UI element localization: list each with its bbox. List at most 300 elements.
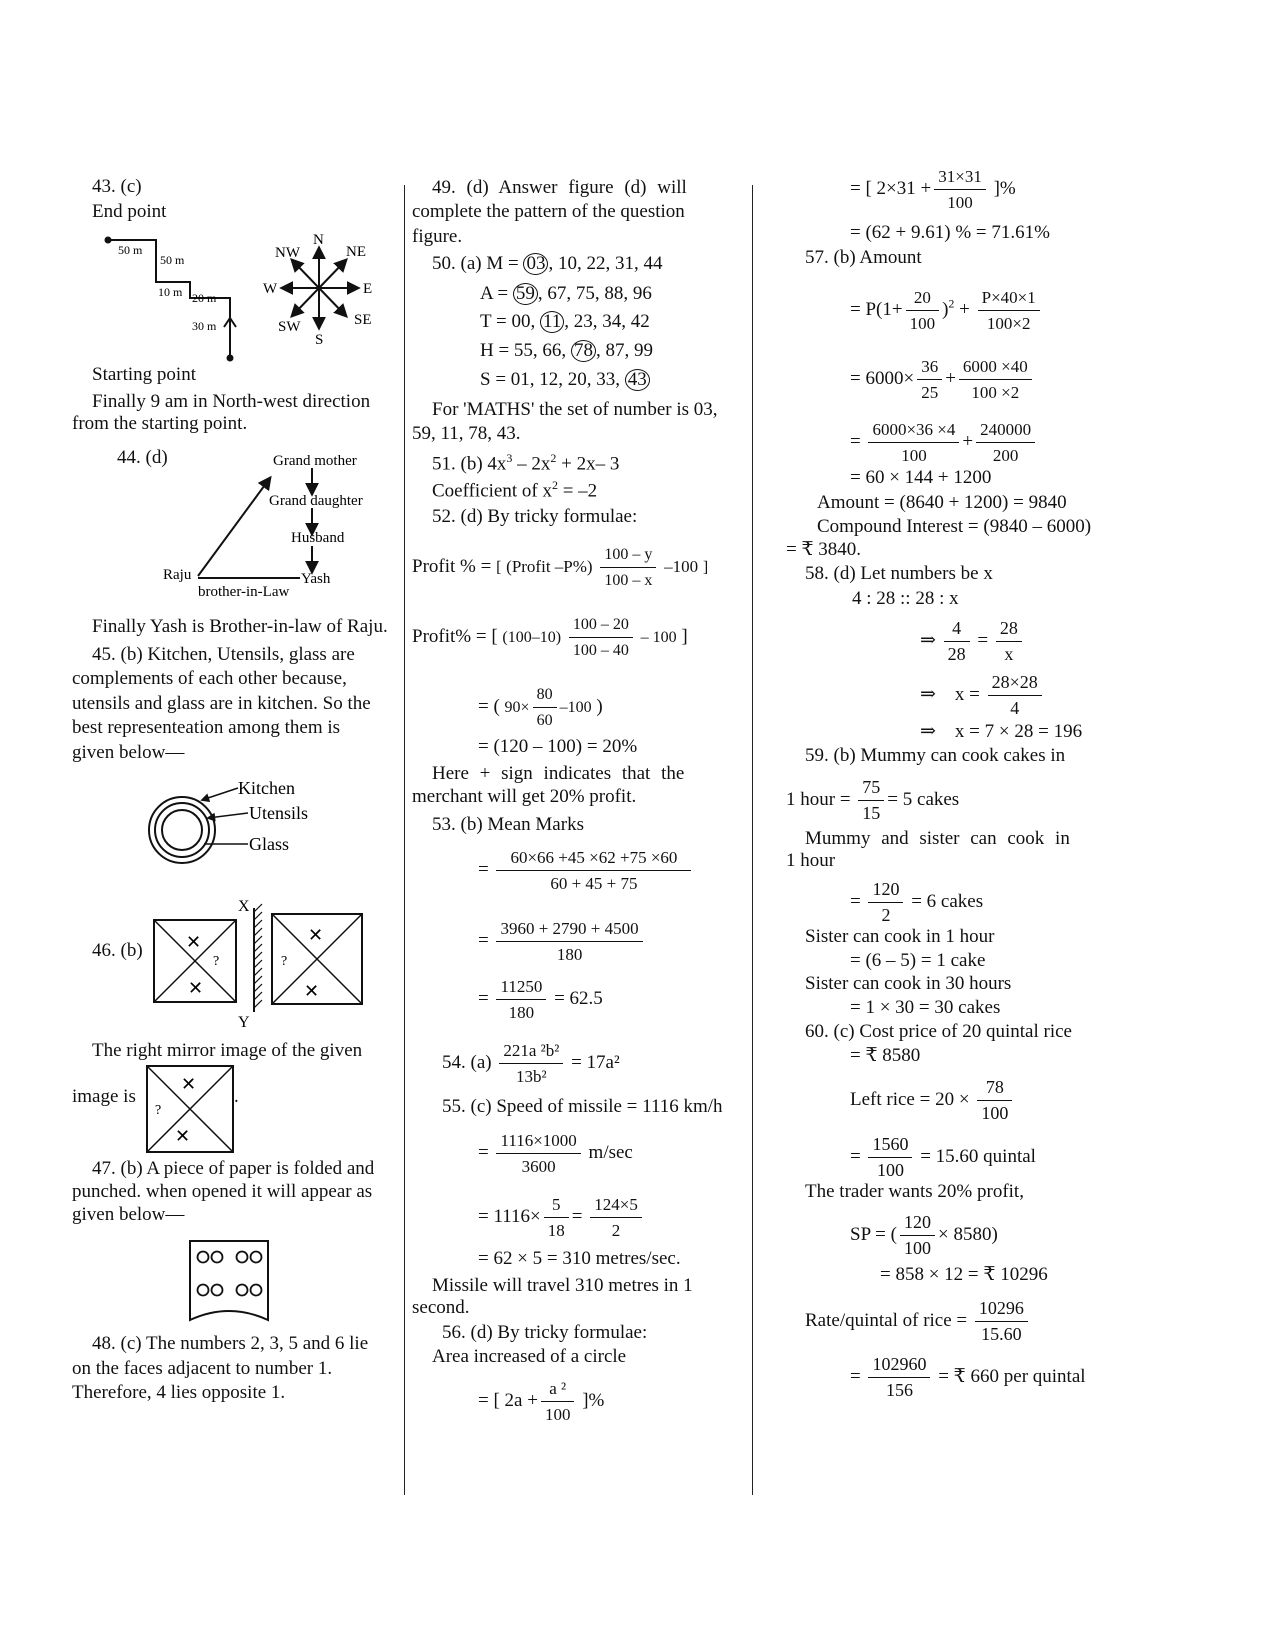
- q52-heading: 52. (d) By tricky formulae:: [432, 506, 638, 527]
- fraction-den: 15.60: [981, 1324, 1022, 1344]
- q59-both-line1: Mummy and sister can cook in: [805, 828, 1070, 849]
- fraction: [499, 1038, 563, 1089]
- venn-glass: Glass: [249, 834, 289, 854]
- fraction-num: 120: [900, 1210, 935, 1236]
- formula-result: = 5 cakes: [887, 788, 960, 810]
- fraction-den: 100 – 40: [572, 642, 629, 659]
- mirror-answer-figure: [145, 1064, 237, 1154]
- q60-left-rice: [850, 1075, 1015, 1126]
- q50-maths-line2: 59, 11, 78, 43.: [412, 423, 521, 444]
- fraction-num: 11250: [496, 974, 546, 1000]
- formula-term: 1 hour =: [786, 788, 851, 810]
- q60-formula2: [850, 1132, 1036, 1183]
- bracket-open: [: [865, 177, 872, 199]
- fraction: [900, 1210, 935, 1261]
- family-raju: Raju: [163, 567, 192, 583]
- q50-m-post: , 10, 22, 31, 44: [548, 253, 663, 274]
- fraction-den: 100: [544, 1405, 571, 1424]
- formula-result: = 62.5: [554, 987, 603, 1009]
- fraction: [868, 417, 959, 468]
- formula-result: = 15.60 quintal: [920, 1145, 1036, 1167]
- q47-line3: given below—: [72, 1204, 185, 1225]
- fraction: [988, 670, 1042, 721]
- bracket-close: ]: [702, 558, 709, 576]
- fraction-num: 80: [533, 682, 557, 708]
- percent-sign: %: [588, 1389, 605, 1411]
- formula-term: 1+: [882, 298, 903, 320]
- plus-sign: +: [945, 367, 956, 389]
- circled-number: 11: [540, 311, 564, 333]
- equals: =: [850, 177, 861, 199]
- q55-note2: second.: [412, 1297, 470, 1318]
- q46-text: The right mirror image of the given: [92, 1040, 363, 1061]
- question-mark: ?: [213, 954, 220, 969]
- formula-term: 2×31 +: [876, 177, 932, 199]
- q57-formula1: [850, 285, 1043, 336]
- fraction-den: 25: [921, 383, 939, 402]
- q44-answer: Finally Yash is Brother-in-law of Raju.: [92, 616, 388, 637]
- fraction: [868, 1352, 930, 1403]
- compass-s: S: [315, 332, 324, 348]
- paren-close: ): [596, 695, 603, 717]
- q59-both-line2: 1 hour: [786, 850, 836, 871]
- equals: =: [478, 1389, 489, 1411]
- fraction-den: 15: [862, 803, 881, 823]
- question-mark: ?: [155, 1103, 162, 1118]
- q52-note1: Here + sign indicates that the: [432, 763, 685, 784]
- q60-profit: The trader wants 20% profit,: [805, 1181, 1024, 1202]
- equals: =: [850, 890, 861, 912]
- formula-term: 2a +: [504, 1389, 538, 1411]
- fraction-den: 100: [901, 446, 927, 465]
- circled-number: 03: [523, 253, 548, 275]
- fraction-den: 156: [885, 1380, 913, 1400]
- q60-sp-result: = 858 × 12 = ₹ 10296: [880, 1264, 1048, 1285]
- q50-t-pre: T = 00,: [480, 311, 536, 332]
- mirror-y-label: Y: [238, 1014, 250, 1031]
- fraction-num: 120: [868, 877, 903, 903]
- fraction: [496, 845, 691, 896]
- q55-formula2: [478, 1192, 645, 1243]
- formula-term: –100: [559, 698, 592, 716]
- q53-heading: 53. (b) Mean Marks: [432, 814, 584, 835]
- cross-mark: ✕: [175, 1126, 191, 1146]
- fraction-den: 28: [947, 644, 966, 664]
- fraction-num: 240000: [976, 417, 1035, 443]
- fraction-num: 28×28: [988, 670, 1042, 696]
- q57-heading: 57. (b) Amount: [805, 247, 922, 268]
- fraction-den: 100×2: [986, 314, 1031, 333]
- q51-coef-pre: Coefficient of x: [432, 480, 552, 502]
- family-brother-in-law: brother-in-Law: [198, 584, 290, 600]
- formula-result: x = 7 × 28 = 196: [954, 721, 1083, 742]
- exponent: 3: [506, 451, 513, 465]
- q57-formula4: = 60 × 144 + 1200: [850, 467, 992, 488]
- q60-cost-price: = ₹ 8580: [850, 1045, 921, 1066]
- q45-line1: 45. (b) Kitchen, Utensils, glass are: [92, 644, 355, 665]
- venn-kitchen: Kitchen: [238, 778, 295, 798]
- q59-heading: 59. (b) Mummy can cook cakes in: [805, 745, 1066, 766]
- fraction: [533, 682, 557, 733]
- formula-term: 90×: [504, 698, 530, 716]
- fraction-den: 13b²: [516, 1067, 547, 1086]
- q49-line3: figure.: [412, 226, 463, 247]
- fraction-num: 221a ²b²: [499, 1038, 563, 1064]
- implies-arrow: ⇒: [920, 721, 936, 742]
- equals: =: [850, 1365, 861, 1387]
- q47-line2: punched. when opened it will appear as: [72, 1181, 373, 1202]
- fraction: [906, 285, 940, 336]
- equals: =: [850, 1145, 861, 1167]
- compass-e: E: [363, 281, 373, 297]
- q59-sister-1h: Sister can cook in 1 hour: [805, 926, 995, 947]
- q53-formula2: [478, 916, 646, 967]
- q51-post: + 2x– 3: [556, 453, 620, 475]
- q50-h-post: , 87, 99: [595, 340, 653, 361]
- compass-se: SE: [354, 312, 372, 328]
- fraction-num: 6000×36 ×4: [868, 417, 959, 443]
- q52-formula2: [412, 612, 688, 663]
- q46-heading: 46. (b): [92, 940, 143, 961]
- implies-arrow: ⇒: [920, 629, 936, 651]
- fraction-num: a ²: [541, 1376, 575, 1402]
- venn-diagram: [140, 770, 340, 880]
- fraction: [590, 1192, 642, 1243]
- q46-image-is: image is: [72, 1086, 136, 1107]
- q50-s-pre: S = 01, 12, 20, 33,: [480, 369, 621, 390]
- fraction-num: 10296: [975, 1296, 1028, 1322]
- formula-result: = ₹ 660 per quintal: [938, 1365, 1086, 1387]
- seg-label-5: 30 m: [192, 319, 217, 333]
- q52-note2: merchant will get 20% profit.: [412, 786, 637, 807]
- paren-open: (: [890, 1223, 897, 1245]
- unit-label: m/sec: [588, 1141, 633, 1163]
- percent-sign: %: [999, 177, 1016, 199]
- q53-formula3: [478, 974, 603, 1025]
- fraction-num: 102960: [868, 1352, 930, 1378]
- fraction: [496, 974, 546, 1025]
- q59-formula1: [786, 775, 959, 826]
- q58-heading: 58. (d) Let numbers be x: [805, 563, 993, 584]
- q52-formula1: [412, 542, 708, 593]
- equals: =: [478, 1141, 489, 1163]
- q59-sister-30h: Sister can cook in 30 hours: [805, 973, 1012, 994]
- fraction-num: 1116×1000: [496, 1128, 580, 1154]
- bracket-close: ]: [681, 625, 688, 647]
- formula-term: × 8580: [937, 1223, 992, 1245]
- fraction-num: 31×31: [934, 164, 986, 190]
- q56-formula3: = (62 + 9.61) % = 71.61%: [850, 222, 1050, 243]
- formula-term: –100: [664, 556, 699, 576]
- fraction-num: 3960 + 2790 + 4500: [496, 916, 642, 942]
- family-tree-diagram: [160, 448, 400, 603]
- paren-open: (: [493, 695, 500, 717]
- q51-line: [432, 451, 619, 475]
- bracket-open: [: [496, 558, 502, 576]
- q43-answer-line1: Finally 9 am in North-west direction: [92, 391, 371, 412]
- punched-paper-figure: [187, 1238, 273, 1326]
- q49-line2: complete the pattern of the question: [412, 201, 685, 222]
- exponent: 2: [948, 296, 955, 311]
- fraction-num: 28: [996, 616, 1022, 642]
- plus-sign: +: [959, 298, 970, 320]
- fraction-num: 124×5: [590, 1192, 642, 1218]
- q60-heading: 60. (c) Cost price of 20 quintal rice: [805, 1021, 1072, 1042]
- fraction: [996, 616, 1022, 667]
- formula-term: (Profit –P%): [506, 556, 593, 576]
- formula-term: = 6000×: [850, 367, 915, 389]
- fraction-num: 100 – y: [600, 542, 656, 568]
- fraction: [496, 1128, 580, 1179]
- fraction: [868, 877, 903, 928]
- formula-term: Left rice = 20 ×: [850, 1088, 970, 1110]
- q50-a-post: , 67, 75, 88, 96: [537, 283, 652, 304]
- fraction-den: 180: [508, 1003, 535, 1022]
- fraction-num: 6000 ×40: [959, 354, 1032, 380]
- fraction-den: 60 + 45 + 75: [550, 874, 638, 893]
- q56-formula1: [478, 1376, 604, 1427]
- fraction: [541, 1376, 575, 1427]
- q58-step3: [920, 720, 1082, 743]
- fraction-den: 4: [1010, 698, 1020, 718]
- fraction: [600, 542, 656, 593]
- equals: =: [977, 629, 989, 651]
- fraction: [858, 775, 884, 826]
- circled-number: 43: [625, 369, 650, 391]
- question-mark: ?: [281, 954, 288, 969]
- q58-ratio: 4 : 28 :: 28 : x: [852, 588, 959, 609]
- bracket-close: ]: [993, 177, 1000, 199]
- q43-answer-line2: from the starting point.: [72, 413, 248, 434]
- formula-lhs: Profit % =: [412, 555, 492, 577]
- fraction-num: 5: [544, 1192, 569, 1218]
- fraction: [976, 417, 1035, 468]
- compass-ne: NE: [346, 244, 366, 260]
- q50-h-pre: H = 55, 66,: [480, 340, 567, 361]
- q43-heading: 43. (c): [92, 176, 142, 197]
- q57-formula2: [850, 354, 1035, 405]
- implies-arrow: ⇒: [920, 683, 936, 705]
- venn-utensils: Utensils: [249, 803, 309, 823]
- formula-lhs: Profit% =: [412, 625, 487, 647]
- q59-sister-30h-result: = 1 × 30 = 30 cakes: [850, 997, 1001, 1018]
- compass-nw: NW: [275, 245, 300, 261]
- q51-mid: – 2x: [512, 453, 551, 475]
- q43-end-point: End point: [92, 201, 167, 222]
- formula-term: (100–10): [502, 628, 562, 646]
- compass-diagram: [262, 226, 392, 350]
- fraction-num: 36: [917, 354, 942, 380]
- q60-rate: [805, 1296, 1031, 1347]
- paren-close: ): [942, 298, 949, 320]
- q50-m-line: [432, 253, 662, 275]
- q43-starting-point: Starting point: [92, 364, 196, 385]
- column-divider-1: [404, 185, 405, 1495]
- fraction-den: 100: [947, 193, 973, 212]
- q50-h-line: [480, 340, 653, 362]
- fraction-den: 200: [992, 446, 1019, 465]
- formula-term: x =: [954, 683, 980, 705]
- formula-term: = 1116×: [478, 1205, 541, 1227]
- q57-amount: Amount = (8640 + 1200) = 9840: [817, 492, 1067, 513]
- q55-formula1: [478, 1128, 633, 1179]
- fraction-den: 2: [881, 905, 891, 925]
- q57-formula3: [850, 417, 1038, 468]
- q53-formula1: [478, 845, 694, 896]
- seg-label-1: 50 m: [118, 243, 143, 257]
- mirror-diagram: [150, 894, 370, 1034]
- equals: =: [478, 987, 489, 1009]
- fraction-den: x: [1004, 644, 1014, 664]
- q48-line3: Therefore, 4 lies opposite 1.: [72, 1382, 286, 1403]
- circled-number: 78: [571, 340, 596, 362]
- fraction-den: 100 – x: [604, 572, 653, 589]
- fraction-num: 4: [944, 616, 970, 642]
- q49-line1: 49. (d) Answer figure (d) will: [432, 177, 687, 198]
- q50-a-line: [480, 283, 652, 305]
- fraction: [975, 1296, 1028, 1347]
- fraction-num: 20: [906, 285, 940, 311]
- q48-line1: 48. (c) The numbers 2, 3, 5 and 6 lie: [92, 1333, 369, 1354]
- family-granddaughter: Grand daughter: [269, 493, 363, 509]
- mirror-x-label: X: [238, 898, 250, 915]
- q58-step2: [920, 670, 1045, 721]
- fraction-den: 180: [556, 945, 583, 964]
- fraction: [496, 916, 642, 967]
- q56-heading: 56. (d) By tricky formulae:: [442, 1322, 648, 1343]
- equals: =: [478, 695, 489, 717]
- formula-result: = 6 cakes: [911, 890, 984, 912]
- equals: =: [571, 1205, 583, 1227]
- family-grandmother: Grand mother: [273, 453, 357, 469]
- q55-heading: 55. (c) Speed of missile = 1116 km/h: [442, 1096, 723, 1117]
- bracket-open: [: [493, 1389, 500, 1411]
- q50-t-post: , 23, 34, 42: [564, 311, 650, 332]
- q55-formula3: = 62 × 5 = 310 metres/sec.: [478, 1248, 681, 1269]
- fraction-den: 100: [909, 314, 936, 333]
- compass-w: W: [263, 281, 278, 297]
- fraction-den: 100: [903, 1238, 931, 1258]
- exponent: 2: [551, 478, 558, 492]
- q51-pre: 51. (b) 4x: [432, 453, 507, 475]
- q45-line5: given below—: [72, 742, 185, 763]
- q52-formula3: [478, 682, 603, 733]
- exponent: 2: [550, 451, 557, 465]
- cross-mark: ✕: [186, 932, 202, 952]
- q56-formula2: [850, 164, 1016, 215]
- q59-sister-1h-result: = (6 – 5) = 1 cake: [850, 950, 986, 971]
- equals: =: [478, 858, 489, 880]
- family-yash: Yash: [301, 571, 331, 587]
- compass-n: N: [313, 232, 324, 248]
- fraction-den: 3600: [521, 1157, 556, 1176]
- q57-ci: Compound Interest = (9840 – 6000): [817, 516, 1092, 537]
- q47-line1: 47. (b) A piece of paper is folded and: [92, 1158, 375, 1179]
- fraction: [868, 1132, 912, 1183]
- fraction-num: 78: [977, 1075, 1012, 1101]
- q51-coef-post: = –2: [557, 480, 598, 502]
- compass-sw: SW: [278, 319, 301, 335]
- formula-term: SP =: [850, 1223, 886, 1245]
- fraction: [944, 616, 970, 667]
- fraction-den: 100: [876, 1160, 904, 1180]
- q59-formula2: [850, 877, 983, 928]
- q57-ci-result: = ₹ 3840.: [786, 539, 862, 560]
- q52-formula4: = (120 – 100) = 20%: [478, 736, 638, 757]
- fraction-den: 2: [611, 1221, 621, 1240]
- q50-maths-line1: For 'MATHS' the set of number is 03,: [432, 399, 718, 420]
- fraction: [544, 1192, 569, 1243]
- column-divider-2: [752, 185, 753, 1495]
- formula-term: Rate/quintal of rice =: [805, 1309, 968, 1331]
- q50-t-line: [480, 311, 650, 333]
- plus-sign: +: [962, 430, 974, 452]
- cross-mark: ✕: [181, 1074, 197, 1094]
- fraction: [917, 354, 942, 405]
- formula-term: = P: [850, 298, 877, 320]
- q54-heading: 54. (a): [442, 1051, 492, 1073]
- q60-sp: [850, 1210, 998, 1261]
- equals: =: [478, 929, 489, 951]
- q60-final: [850, 1352, 1086, 1403]
- fraction-den: 18: [547, 1221, 565, 1240]
- cross-mark: ✕: [308, 925, 324, 945]
- q55-note1: Missile will travel 310 metres in 1: [432, 1275, 693, 1296]
- bracket-open: [: [491, 625, 498, 647]
- seg-label-2: 50 m: [160, 253, 185, 267]
- q45-line3: utensils and glass are in kitchen. So the: [72, 693, 371, 714]
- fraction: [978, 285, 1040, 336]
- q45-line4: best representeation among them is: [72, 717, 341, 738]
- circled-number: 59: [513, 283, 538, 305]
- fraction-den: 60: [536, 712, 553, 729]
- q45-line2: complements of each other because,: [72, 668, 347, 689]
- q50-a-pre: A =: [480, 283, 509, 304]
- paren-close: ): [991, 1223, 998, 1245]
- q58-step1: [920, 616, 1025, 667]
- fraction-num: 60×66 +45 ×62 +75 ×60: [496, 845, 691, 871]
- seg-label-4: 20 m: [192, 291, 217, 305]
- q51-coef-line: [432, 478, 597, 502]
- q48-line2: on the faces adjacent to number 1.: [72, 1358, 333, 1379]
- paren-open: (: [876, 298, 883, 320]
- fraction: [959, 354, 1032, 405]
- formula-result: = 17a²: [571, 1051, 620, 1073]
- q44-heading: 44. (d): [117, 447, 168, 468]
- fraction-num: 100 – 20: [569, 612, 633, 638]
- cross-mark: ✕: [304, 981, 320, 1001]
- fraction-num: P×40×1: [978, 285, 1040, 311]
- fraction: [934, 164, 986, 215]
- seg-label-3: 10 m: [158, 285, 183, 299]
- fraction-num: 1560: [868, 1132, 912, 1158]
- formula-term: – 100: [640, 628, 677, 646]
- bracket-close: ]: [582, 1389, 589, 1411]
- q50-m-pre: 50. (a) M =: [432, 253, 519, 274]
- fraction-den: 100 ×2: [971, 383, 1020, 402]
- cross-mark: ✕: [188, 978, 204, 998]
- fraction: [569, 612, 633, 663]
- fraction-den: 100: [981, 1103, 1009, 1123]
- q54-line: [442, 1038, 620, 1089]
- fraction-num: 75: [858, 775, 884, 801]
- fraction: [977, 1075, 1012, 1126]
- family-husband: Husband: [291, 530, 345, 546]
- q46-period: .: [234, 1086, 239, 1107]
- q56-subheading: Area increased of a circle: [432, 1346, 627, 1367]
- q50-s-line: [480, 369, 650, 391]
- equals: =: [850, 430, 861, 452]
